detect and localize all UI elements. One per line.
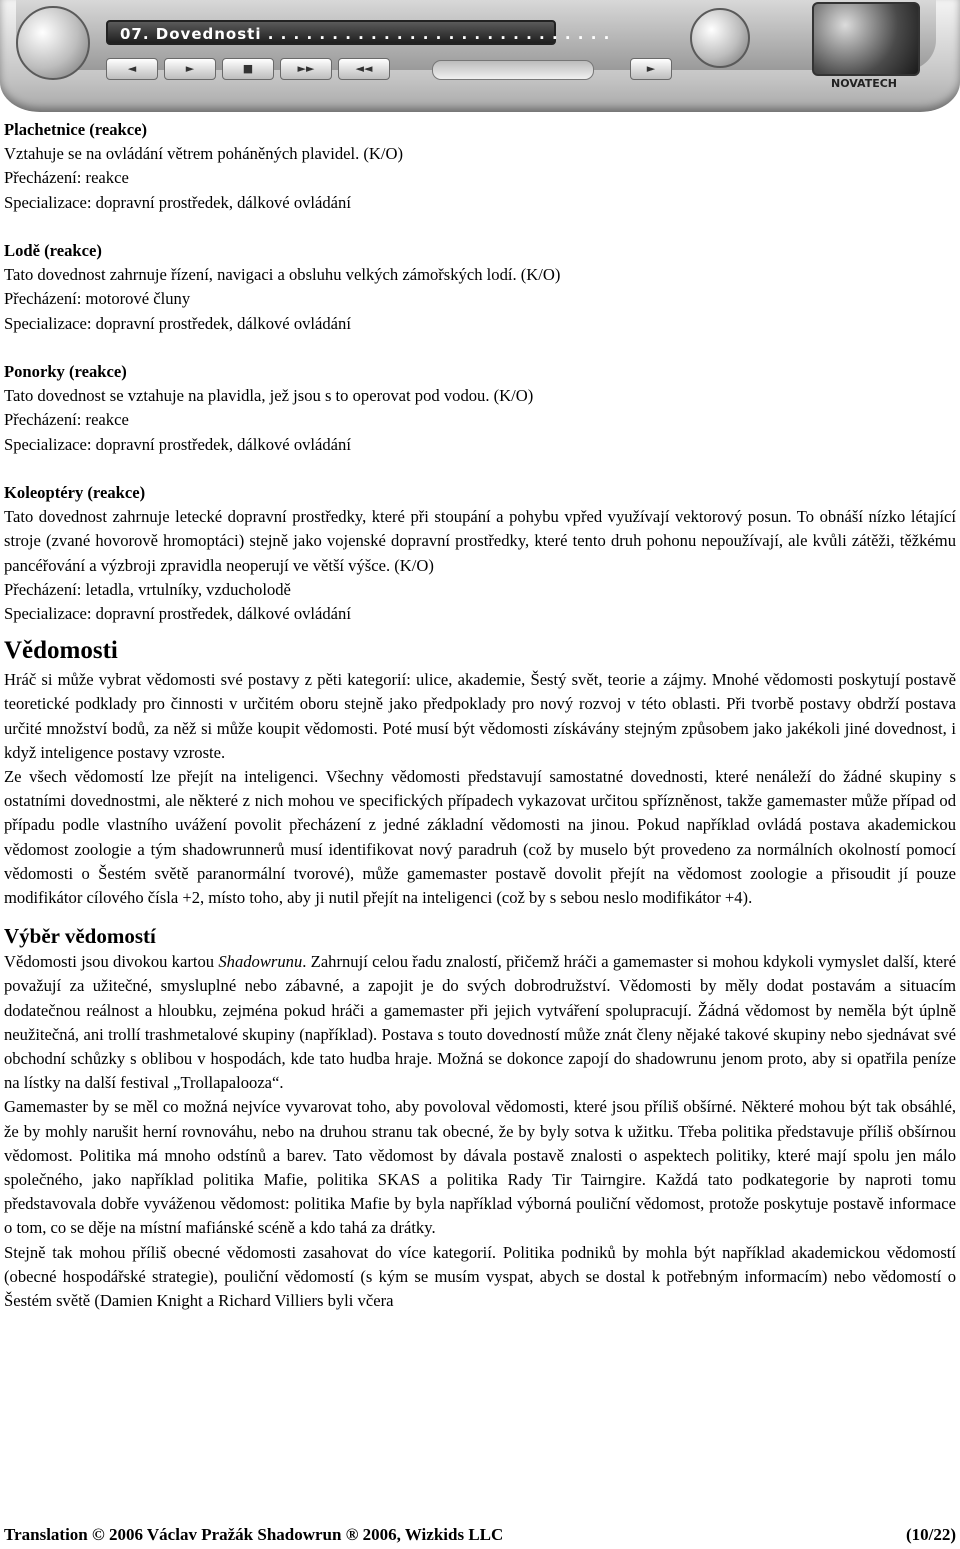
- skill-specialization: Specializace: dopravní prostředek, dálkové ovládání: [4, 313, 351, 333]
- skill-specialization: Specializace: dopravní prostředek, dálkové ovládání: [4, 434, 351, 454]
- vyber-paragraph-1: [4, 950, 956, 1095]
- left-dial: [16, 6, 90, 80]
- page-content: [4, 118, 956, 1313]
- skill-description: Tato dovednost zahrnuje letecké dopravní prostředky, které při stoupání a pohybu vpřed využívají vektorový posun. To obnáší nízko létající stroje (zvané hovorově hromoptáci) stejně jako vojenské dopravní prostředky, které tento druh pohonu nepoužívají, ale kvůli zátěži, těžkému pancéřování a výzbroji zpravidla neoperují ve větší výšce. (K/O): [4, 507, 956, 575]
- skill-description: Tato dovednost zahrnuje řízení, navigaci a obsluhu velkých zámořských lodí. (K/O): [4, 265, 561, 285]
- vedomosti-paragraph-2: Ze všech vědomostí lze přejít na inteligenci. Všechny vědomosti představují samostatné dovednosti, které nenáleží do žádné skupiny s ostatními dovednostmi, ale některé z nich mohou ve specifických případech vykazovat určitou spřízněnost, takže gamemaster může případ od případu podle vlastního uvážení povolit přecházení z jedné základní vědomosti na jinou. Pokud například ovládá postava akademickou vědomost zoologie a tým shadowrunnerů musí identifikovat nový paradruh (což by muselo být provedeno za normálních okolností pomocí vědomosti o Šestém světě paranormální tvorové), může gamemaster postavě dovolit přejít na vědomost zoologie a přisoudit jí pouze modifikátor cílového čísla +2, místo toho, aby ji nutil přejít na inteligenci (což by s sebou neslo modifikátor +4).: [4, 767, 956, 908]
- section-heading-vedomosti: Vědomosti: [4, 637, 118, 665]
- prev-button[interactable]: ◄: [106, 58, 158, 80]
- chapter-display: [106, 20, 611, 45]
- spacer: [4, 215, 956, 239]
- corner-screen: [812, 2, 920, 76]
- fast-forward-button[interactable]: ►►: [280, 58, 332, 80]
- brand-logo: NOVATECH: [831, 77, 897, 90]
- section-heading-vyber: Výběr vědomostí: [4, 924, 156, 949]
- play-button[interactable]: ►: [630, 58, 672, 80]
- shadowrun-title: Shadowrunu: [218, 952, 303, 972]
- vyber-p1-rest: . Zahrnují celou řadu znalostí, přičemž hráči a gamemaster si mohou kdykoli vymyslet další, které považují za užitečné, smysluplné nebo zábavné, a zapojit je do svých dobrodružství. Vědomosti by měly dodat postavám a situacím dodatečnou reálnost a hloubku, zejména pokud hráči a gamemaster při jejich vytváření spolupracují. Žádná vědomost by neměla být úplně neužitečná, ani trollí trashmetalové skupiny (například). Postava s touto dovedností může znát členy nějaké takové skupiny nebo sjednávat své obchodní schůzky s oblibou v hospodách, kde tato hudba hraje. Možná se dokonce zapojí do shadowrunu jenom proto, aby si opatřila peníze na lístky na další festival „Trollapalooza“.: [4, 952, 956, 1093]
- chapter-label: 07. Dovednosti: [120, 25, 262, 43]
- copyright-notice: Translation © 2006 Václav Pražák Shadowrun ® 2006, Wizkids LLC: [4, 1525, 504, 1544]
- skill-description: Vztahuje se na ovládání větrem poháněných plavidel. (K/O): [4, 144, 404, 164]
- skill-default: Přecházení: motorové čluny: [4, 289, 191, 309]
- next-button[interactable]: ►: [164, 58, 216, 80]
- page-number: (10/22): [905, 1525, 956, 1544]
- vyber-paragraph-2: Gamemaster by se měl co možná nejvíce vyvarovat toho, aby povoloval vědomosti, které jsou příliš obšírné. Některé mohou být tak obsáhlé, že by mohly narušit herní rovnováhu, nebo na druhou stranu tak obecné, že by byly sotva k užitku. Třeba politika představuje příliš obšírnou vědomost. Politika má mnoho odstínů a barev. Tato vědomost by dávala postavě znalosti o aspektech politiky, které mají spolu jen málo společného, jako například politika Mafie, politika SKAS a politika Rady Tir Tairngire. Každá tato podkategorie by naproti tomu představovala dobře vyváženou vědomost: politika Mafie by byla například výborná pouliční vědomost, protože poskytuje postavě informace o tom, co se děje na místní mafiánské scéně a kdo tahá za drátky.: [4, 1097, 956, 1238]
- stop-button[interactable]: ■: [222, 58, 274, 80]
- skill-default: Přecházení: reakce: [4, 410, 129, 430]
- skill-specialization: Specializace: dopravní prostředek, dálkové ovládání: [4, 192, 351, 212]
- page-footer: [4, 1523, 956, 1547]
- spacer: [4, 457, 956, 481]
- skill-specialization: Specializace: dopravní prostředek, dálkové ovládání: [4, 604, 351, 624]
- vedomosti-paragraph-1: Hráč si může vybrat vědomosti své postavy z pěti kategorií: ulice, akademie, Šestý svět, teorie a zájmy. Mnohé vědomosti poskytují postavě teoretické podklady pro činnosti v určitém oboru stejně jako předpoklady pro nový rozvoj v této oblasti. Při tvorbě postavy obdrží postava určité množství bodů, za něž si může koupit vědomosti. Poté musí být vědomosti získávány stejným způsobem jako jakékoli jiné dovednost, i když inteligence postavy vzroste.: [4, 670, 956, 762]
- skill-title: Koleoptéry (reakce): [4, 483, 146, 502]
- skill-title: Plachetnice (reakce): [4, 120, 147, 139]
- skill-default: Přecházení: reakce: [4, 168, 129, 188]
- skill-description: Tato dovednost se vztahuje na plavidla, jež jsou s to operovat pod vodou. (K/O): [4, 386, 534, 406]
- vyber-p1-start: Vědomosti jsou divokou kartou: [4, 952, 219, 972]
- vyber-paragraph-3: Stejně tak mohou příliš obecné vědomosti zasahovat do více kategorií. Politika podniků by mohla být například akademickou vědomostí (obecné hospodářské strategie), pouliční vědomostí (s kým se musím vyspat, abych se dostal k potřebným informacím) nebo vědomostí o Šestém světě (Damien Knight a Richard Villiers byli včera: [4, 1242, 956, 1311]
- skill-title: Ponorky (reakce): [4, 362, 127, 381]
- spacer: [4, 336, 956, 360]
- control-buttons: [106, 58, 390, 82]
- display-dots: . . . . . . . . . . . . . . . . . . . . . . . . . . .: [261, 25, 611, 43]
- rewind-button[interactable]: ◄◄: [338, 58, 390, 80]
- skill-default: Přecházení: letadla, vrtulníky, vzducholodě: [4, 579, 291, 599]
- skill-title: Lodě (reakce): [4, 241, 102, 260]
- header-banner: [0, 0, 960, 112]
- volume-knob[interactable]: [690, 8, 750, 68]
- slider-track[interactable]: [432, 60, 594, 80]
